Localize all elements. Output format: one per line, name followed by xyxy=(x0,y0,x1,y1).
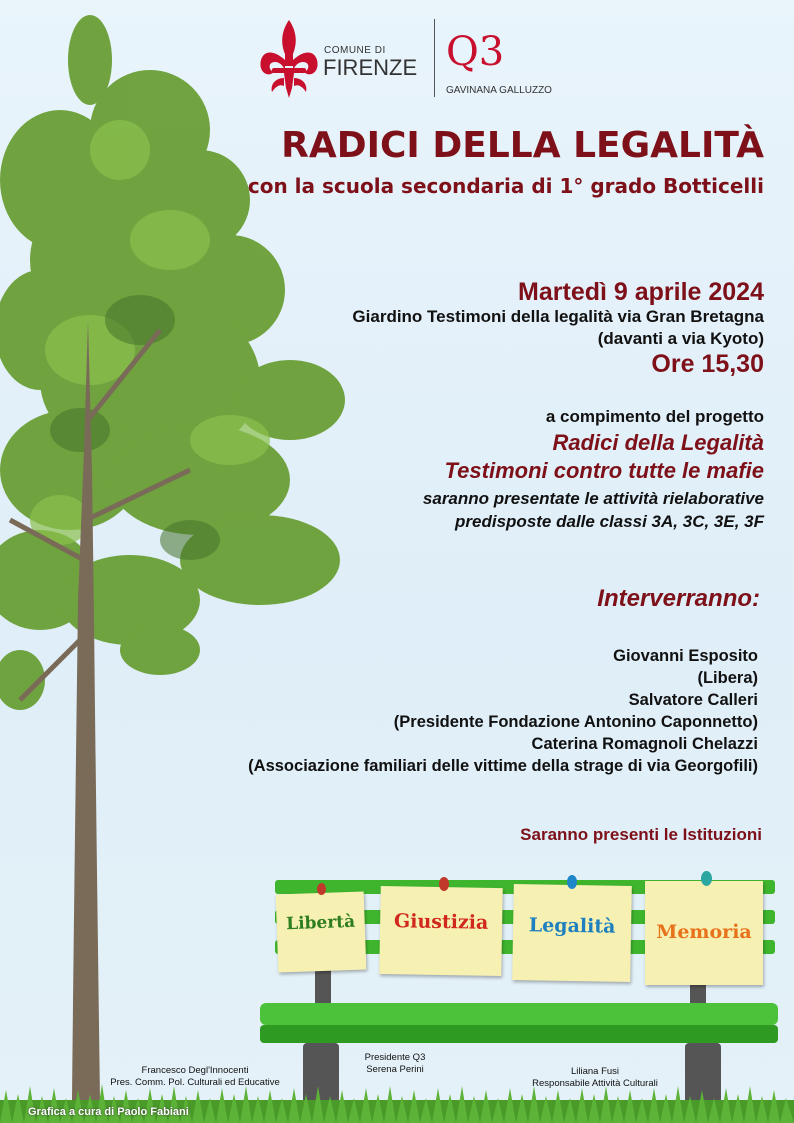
logo-divider xyxy=(434,19,435,97)
event-subtitle: con la scuola secondaria di 1° grado Botticelli xyxy=(247,174,764,198)
project-desc-2: predisposte dalle classi 3A, 3C, 3E, 3F xyxy=(455,512,764,531)
header-logos xyxy=(258,15,568,100)
note-memoria xyxy=(645,881,763,985)
speaker-line: Giovanni Esposito xyxy=(613,647,758,665)
signature-role: Presidente Q3 xyxy=(364,1052,426,1063)
event-place-line2: (davanti a via Kyoto) xyxy=(597,329,764,348)
note-label: Libertà xyxy=(285,911,356,935)
event-date: Martedì 9 aprile 2024 xyxy=(518,278,764,306)
pushpin-icon xyxy=(567,875,577,889)
project-name-2: Testimoni contro tutte le mafie xyxy=(444,458,764,483)
note-legalita xyxy=(512,884,632,982)
giglio-fleur-de-lis-icon xyxy=(258,20,320,98)
note-giustizia xyxy=(379,886,503,976)
signature-name: Francesco Degl'Innocenti xyxy=(141,1065,249,1076)
project-intro: a compimento del progetto xyxy=(545,407,764,426)
q3-logo: Q3 xyxy=(446,29,505,75)
institutions-text: Saranno presenti le Istituzioni xyxy=(520,825,762,844)
speakers-title: Interverranno: xyxy=(597,585,760,612)
speaker-line: Caterina Romagnoli Chelazzi xyxy=(531,735,758,753)
firenze-text: FIRENZE xyxy=(323,55,418,80)
note-label: Legalità xyxy=(528,914,616,938)
project-desc-1: saranno presentate le attività rielaborative xyxy=(422,489,764,508)
signature-role: Pres. Comm. Pol. Culturali ed Educative xyxy=(110,1077,280,1088)
note-label: Giustizia xyxy=(393,910,489,934)
signature-name: Liliana Fusi xyxy=(570,1066,620,1077)
project-name-1: Radici della Legalità xyxy=(552,430,764,455)
comune-di-text: COMUNE DI xyxy=(324,45,386,56)
speaker-line: (Presidente Fondazione Antonino Caponnetto) xyxy=(393,713,758,731)
signature-role: Responsabile Attività Culturali xyxy=(532,1078,658,1089)
pushpin-icon xyxy=(439,877,449,891)
signature-name: Serena Perini xyxy=(366,1064,424,1075)
speaker-line: (Associazione familiari delle vittime della strage di via Georgofili) xyxy=(248,757,758,775)
speaker-line: Salvatore Calleri xyxy=(628,691,758,709)
pushpin-icon xyxy=(317,883,326,895)
event-title: RADICI DELLA LEGALITÀ xyxy=(281,125,764,166)
note-liberta xyxy=(276,891,367,972)
graphic-credit: Grafica a cura di Paolo Fabiani xyxy=(28,1106,189,1118)
speaker-line: (Libera) xyxy=(697,669,758,687)
gavinana-galluzzo-text: GAVINANA GALLUZZO xyxy=(446,85,552,96)
event-time: Ore 15,30 xyxy=(651,350,764,378)
pushpin-icon xyxy=(701,871,712,886)
signature-perini xyxy=(340,1052,450,1076)
note-label: Memoria xyxy=(656,921,752,943)
event-place-line1: Giardino Testimoni della legalità via Gran Bretagna xyxy=(352,307,764,326)
